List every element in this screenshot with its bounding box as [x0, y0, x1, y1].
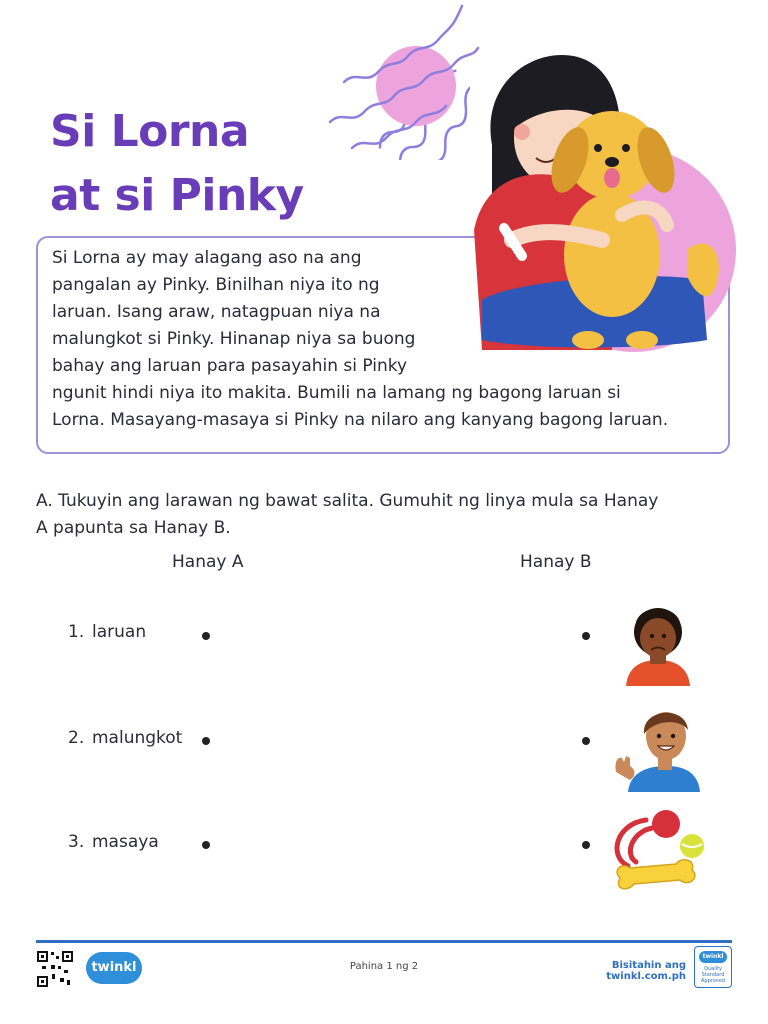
illustration-girl-and-dog	[452, 50, 742, 360]
dot-b-1[interactable]	[582, 632, 590, 640]
picture-happy-boy	[610, 702, 706, 792]
title-line-2: at si Pinky	[50, 170, 304, 221]
item-1	[68, 622, 146, 642]
item-number: 1.	[68, 622, 85, 642]
dot-b-2[interactable]	[582, 737, 590, 745]
item-word: malungkot	[92, 728, 183, 748]
item-number: 2.	[68, 728, 85, 748]
badge-logo: twinkl	[699, 951, 727, 963]
dot-a-2[interactable]	[202, 737, 210, 745]
badge-text: Quality Standard Approved	[701, 966, 725, 984]
dot-b-3[interactable]	[582, 841, 590, 849]
item-2	[68, 728, 182, 748]
quality-badge	[694, 946, 732, 988]
item-number: 3.	[68, 832, 85, 852]
page-title	[50, 100, 410, 228]
picture-toys	[606, 806, 710, 898]
column-b-heading: Hanay B	[520, 552, 592, 572]
item-word: masaya	[92, 832, 159, 852]
picture-sad-boy	[622, 594, 694, 686]
story-line-2: pangalan ay Pinky. Binilhan niya ito ng	[52, 275, 380, 295]
story-line-1: Si Lorna ay may alagang aso na ang	[52, 248, 362, 268]
column-a-heading: Hanay A	[172, 552, 244, 572]
story-line-5: bahay ang laruan para pasayahin si Pinky	[52, 356, 408, 376]
instruction-line-2: A papunta sa Hanay B.	[36, 518, 231, 538]
story-line-6: ngunit hindi niya ito makita. Bumili na lamang ng bagong laruan si	[52, 383, 621, 403]
story-line-3: laruan. Isang araw, natagpuan niya na	[52, 302, 381, 322]
instruction	[36, 488, 736, 542]
dot-a-1[interactable]	[202, 632, 210, 640]
footer-divider	[36, 940, 732, 943]
instruction-line-1: A. Tukuyin ang larawan ng bawat salita. Gumuhit ng linya mula sa Hanay	[36, 491, 659, 511]
story-line-4: malungkot si Pinky. Hinanap niya sa buong	[52, 329, 416, 349]
title-line-1: Si Lorna	[50, 106, 250, 157]
visit-link[interactable]: Bisitahin ang twinkl.com.ph	[606, 960, 686, 982]
dot-a-3[interactable]	[202, 841, 210, 849]
story-line-7: Lorna. Masayang-masaya si Pinky na nilaro ang kanyang bagong laruan.	[52, 410, 669, 430]
item-word: laruan	[92, 622, 147, 642]
page-number: Pahina 1 ng 2	[349, 961, 419, 972]
twinkl-logo[interactable]: twinkl	[86, 952, 142, 984]
item-3	[68, 832, 159, 852]
